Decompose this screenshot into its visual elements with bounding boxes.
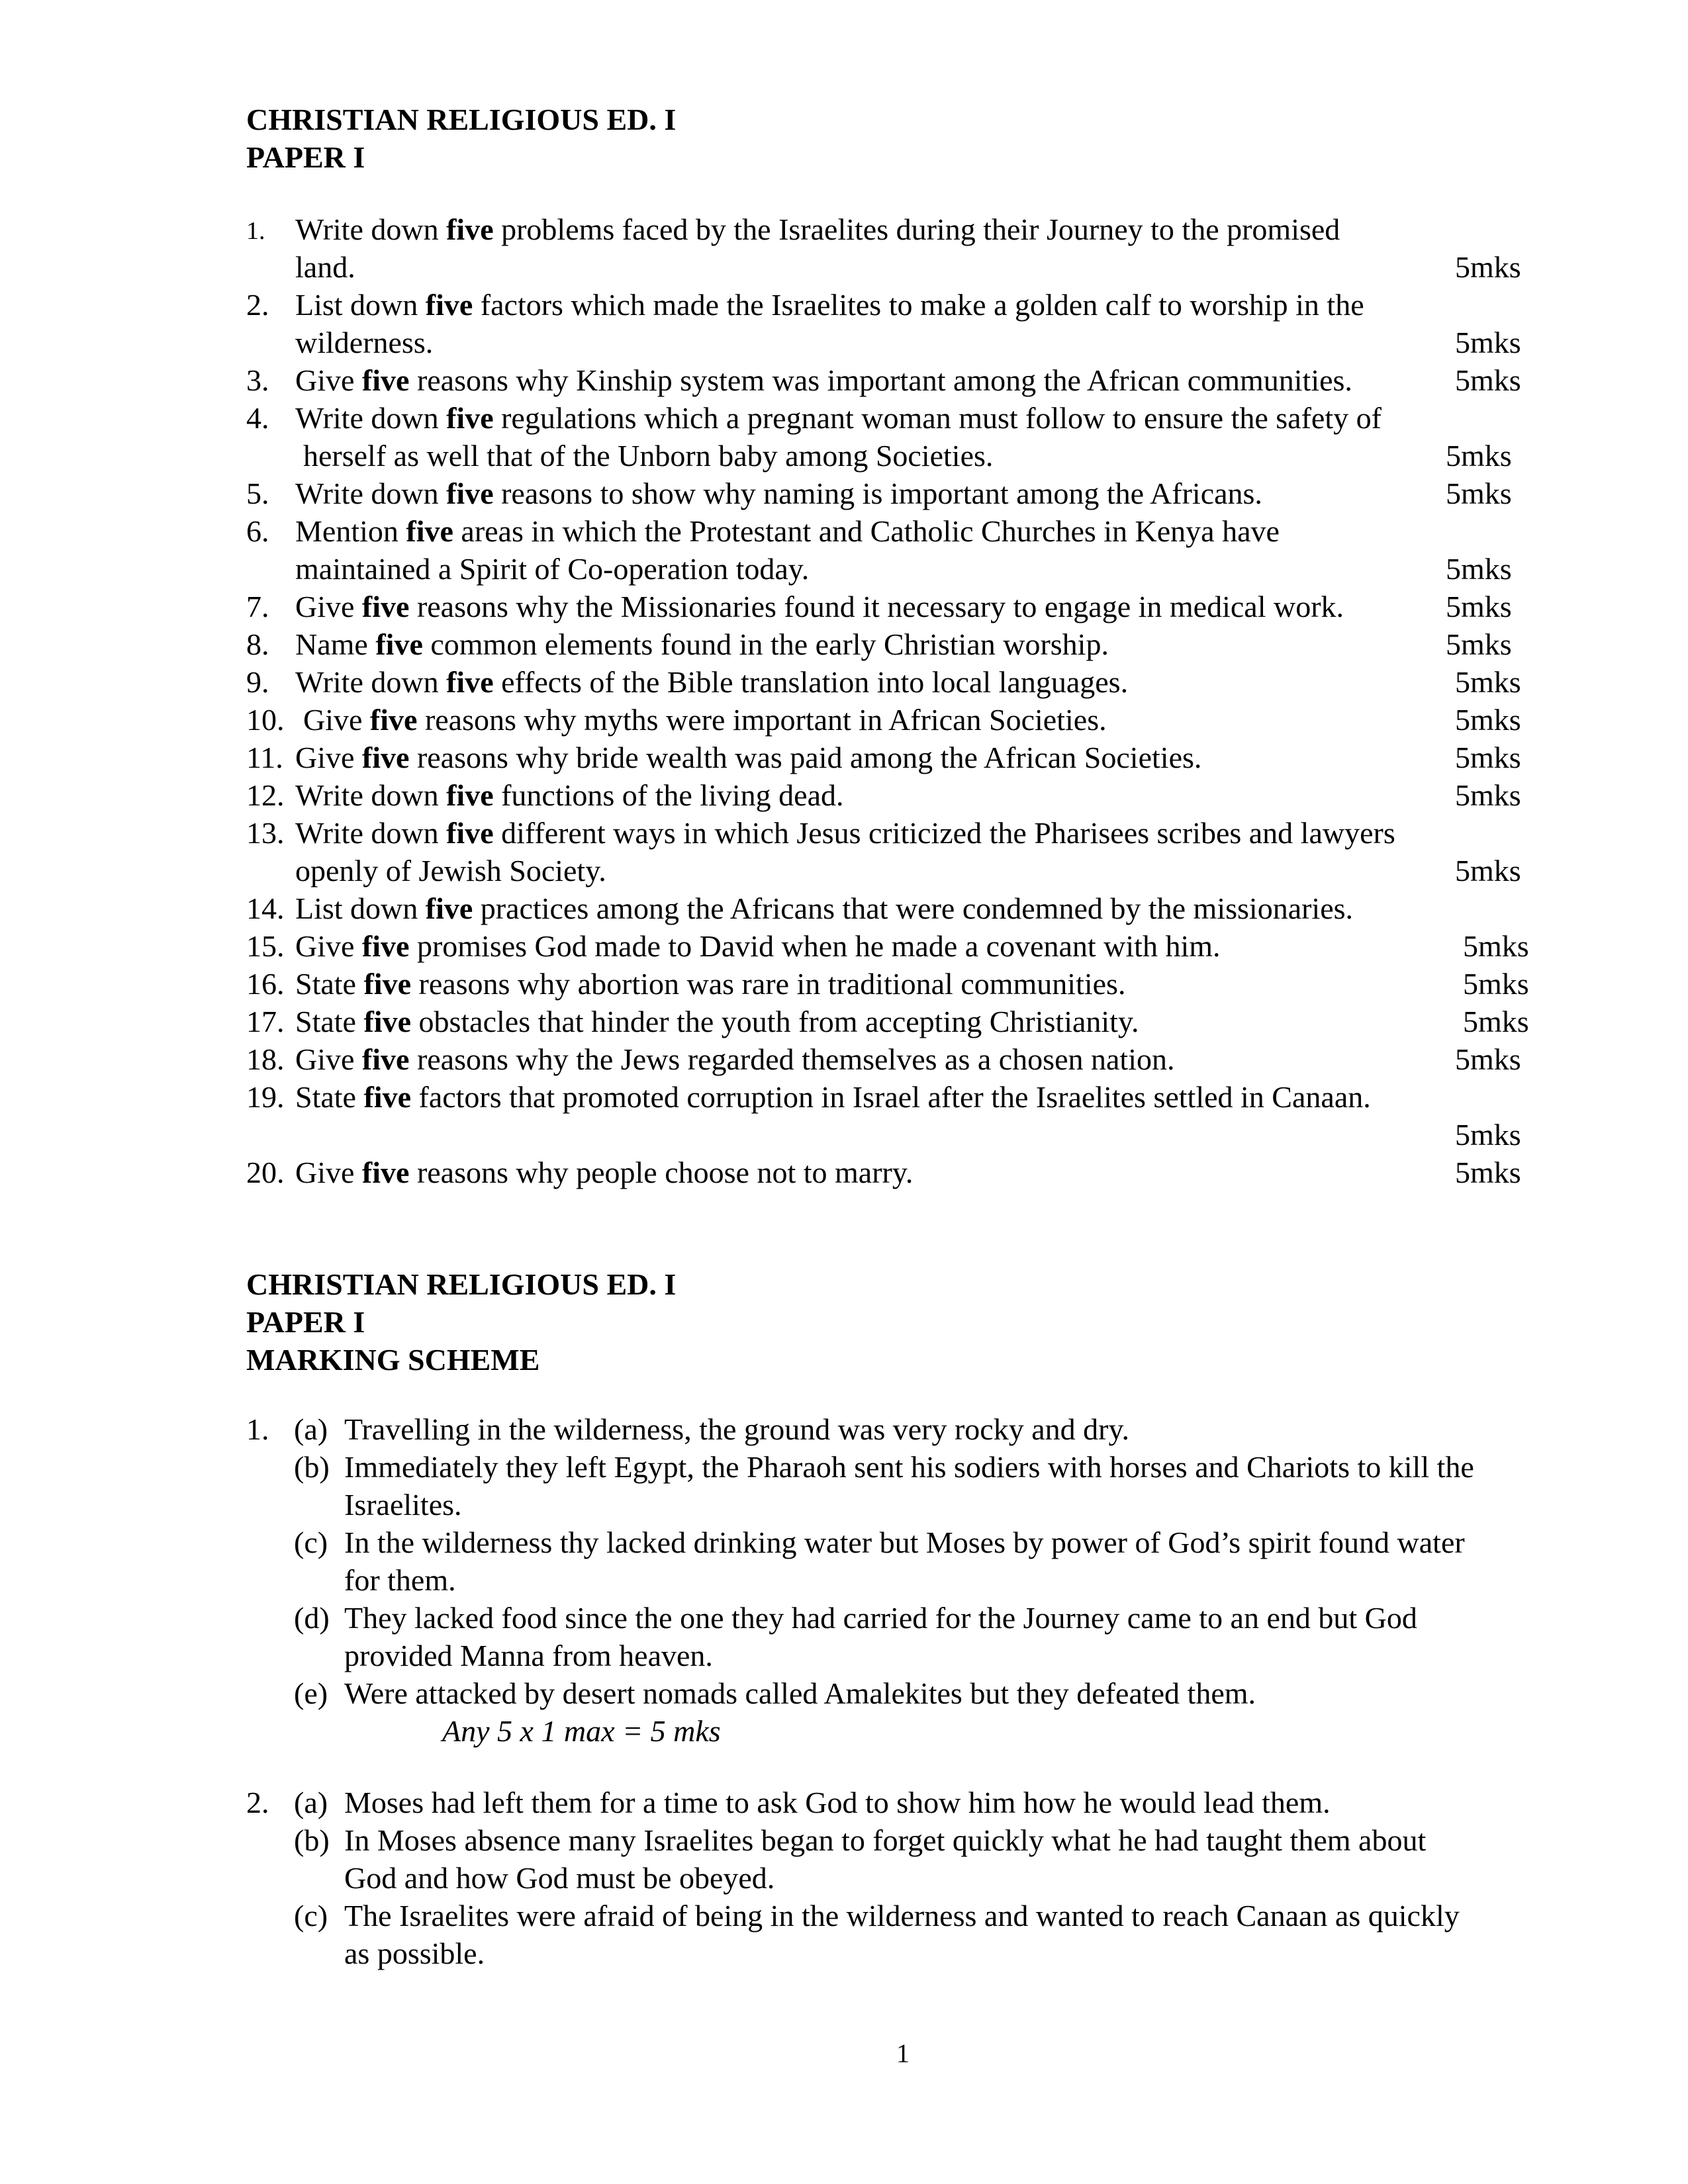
question-number: 9. (246, 665, 269, 699)
answer-text: In Moses absence many Israelites began to forget quickly what he had taught them about (344, 1823, 1427, 1857)
question-text: Write down five reasons to show why naming is important among the Africans. (295, 477, 1262, 510)
question-marks: 5mks (1455, 778, 1521, 812)
question-text: Write down five functions of the living dead. (295, 778, 844, 812)
question-marks: 5mks (1455, 703, 1521, 737)
question-number: 2. (246, 288, 269, 322)
answer-label: (b) (294, 1450, 330, 1484)
answer-text: In the wilderness thy lacked drinking water but Moses by power of God’s spirit found water (344, 1525, 1465, 1559)
marks-note: Any 5 x 1 max = 5 mks (442, 1714, 721, 1748)
answer-text: They lacked food since the one they had carried for the Journey came to an end but God (344, 1601, 1417, 1635)
question-marks: 5mks (1455, 363, 1521, 397)
question-marks: 5mks (1455, 1156, 1521, 1189)
question-marks: 5mks (1455, 1042, 1521, 1076)
question-text-continued: openly of Jewish Society. (295, 854, 606, 887)
scheme-title: CHRISTIAN RELIGIOUS ED. I (246, 1267, 677, 1301)
question-number: 18. (246, 1042, 285, 1076)
question-number: 15. (246, 929, 285, 963)
answer-text-continued: for them. (344, 1563, 456, 1597)
question-text: Name five common elements found in the early Christian worship. (295, 627, 1109, 661)
paper-title: CHRISTIAN RELIGIOUS ED. I (246, 103, 677, 136)
question-marks: 5mks (1455, 665, 1521, 699)
question-marks: 5mks (1455, 1118, 1521, 1152)
scheme-subtitle: PAPER I (246, 1305, 365, 1339)
scheme-heading: MARKING SCHEME (246, 1343, 540, 1377)
question-text: List down five factors which made the Israelites to make a golden calf to worship in the (295, 288, 1364, 322)
question-marks: 5mks (1463, 967, 1529, 1001)
question-text: State five obstacles that hinder the youth from accepting Christianity. (295, 1005, 1139, 1038)
question-marks: 5mks (1455, 741, 1521, 774)
answer-label: (a) (294, 1786, 328, 1819)
question-marks: 5mks (1446, 627, 1512, 661)
question-marks: 5mks (1455, 250, 1521, 284)
question-text: Give five reasons why bride wealth was paid among the African Societies. (295, 741, 1202, 774)
question-marks: 5mks (1455, 854, 1521, 887)
scheme-question-number: 2. (246, 1786, 269, 1819)
paper-subtitle: PAPER I (246, 140, 365, 174)
question-number: 13. (246, 816, 285, 850)
question-number: 12. (246, 778, 285, 812)
question-number: 7. (246, 590, 269, 623)
question-text-continued: maintained a Spirit of Co-operation today. (295, 552, 810, 586)
question-text: Write down five effects of the Bible translation into local languages. (295, 665, 1129, 699)
question-marks: 5mks (1446, 590, 1512, 623)
answer-text-continued: provided Manna from heaven. (344, 1639, 713, 1672)
answer-label: (a) (294, 1412, 328, 1446)
question-number: 8. (246, 627, 269, 661)
answer-label: (d) (294, 1601, 330, 1635)
answer-text: The Israelites were afraid of being in the wilderness and wanted to reach Canaan as quickly (344, 1899, 1460, 1933)
question-text: Give five reasons why myths were important in African Societies. (303, 703, 1107, 737)
question-text: Write down five problems faced by the Israelites during their Journey to the promised (295, 212, 1340, 246)
question-number: 6. (246, 514, 269, 548)
answer-text: Were attacked by desert nomads called Amalekites but they defeated them. (344, 1676, 1256, 1710)
question-text-continued: wilderness. (295, 326, 434, 359)
question-number: 4. (246, 401, 269, 435)
page-number: 1 (896, 2038, 910, 2068)
question-text: State five reasons why abortion was rare in traditional communities. (295, 967, 1126, 1001)
answer-text: Travelling in the wilderness, the ground was very rocky and dry. (344, 1412, 1129, 1446)
answer-text-continued: as possible. (344, 1936, 485, 1970)
question-marks: 5mks (1463, 929, 1529, 963)
question-number: 5. (246, 477, 269, 510)
question-text: Write down five regulations which a pregnant woman must follow to ensure the safety of (295, 401, 1382, 435)
answer-text: Immediately they left Egypt, the Pharaoh sent his sodiers with horses and Chariots to kill the (344, 1450, 1474, 1484)
question-marks: 5mks (1446, 552, 1512, 586)
question-text: Give five reasons why people choose not to marry. (295, 1156, 914, 1189)
question-marks: 5mks (1455, 326, 1521, 359)
question-number: 1. (246, 217, 265, 245)
question-number: 16. (246, 967, 285, 1001)
question-number: 10. (246, 703, 285, 737)
question-marks: 5mks (1446, 439, 1512, 473)
question-text-continued: land. (295, 250, 355, 284)
answer-text-continued: God and how God must be obeyed. (344, 1861, 775, 1895)
question-text: Write down five different ways in which Jesus criticized the Pharisees scribes and lawyers (295, 816, 1395, 850)
answer-label: (c) (294, 1525, 328, 1559)
question-text: Give five promises God made to David when he made a covenant with him. (295, 929, 1221, 963)
question-text: List down five practices among the Africans that were condemned by the missionaries. (295, 891, 1354, 925)
answer-label: (e) (294, 1676, 328, 1710)
question-number: 11. (246, 741, 283, 774)
question-text: Give five reasons why the Missionaries found it necessary to engage in medical work. (295, 590, 1344, 623)
scheme-question-number: 1. (246, 1412, 269, 1446)
question-text: Give five reasons why the Jews regarded themselves as a chosen nation. (295, 1042, 1175, 1076)
question-text: State five factors that promoted corruption in Israel after the Israelites settled in Canaan. (295, 1080, 1371, 1114)
answer-label: (c) (294, 1899, 328, 1933)
question-number: 17. (246, 1005, 285, 1038)
question-marks: 5mks (1463, 1005, 1529, 1038)
answer-text: Moses had left them for a time to ask God to show him how he would lead them. (344, 1786, 1331, 1819)
question-text-continued: herself as well that of the Unborn baby among Societies. (303, 439, 994, 473)
question-number: 20. (246, 1156, 285, 1189)
question-number: 14. (246, 891, 285, 925)
question-text: Give five reasons why Kinship system was important among the African communities. (295, 363, 1352, 397)
question-marks: 5mks (1446, 477, 1512, 510)
answer-text-continued: Israelites. (344, 1488, 462, 1522)
question-text: Mention five areas in which the Protestant and Catholic Churches in Kenya have (295, 514, 1280, 548)
question-number: 19. (246, 1080, 285, 1114)
question-number: 3. (246, 363, 269, 397)
answer-label: (b) (294, 1823, 330, 1857)
